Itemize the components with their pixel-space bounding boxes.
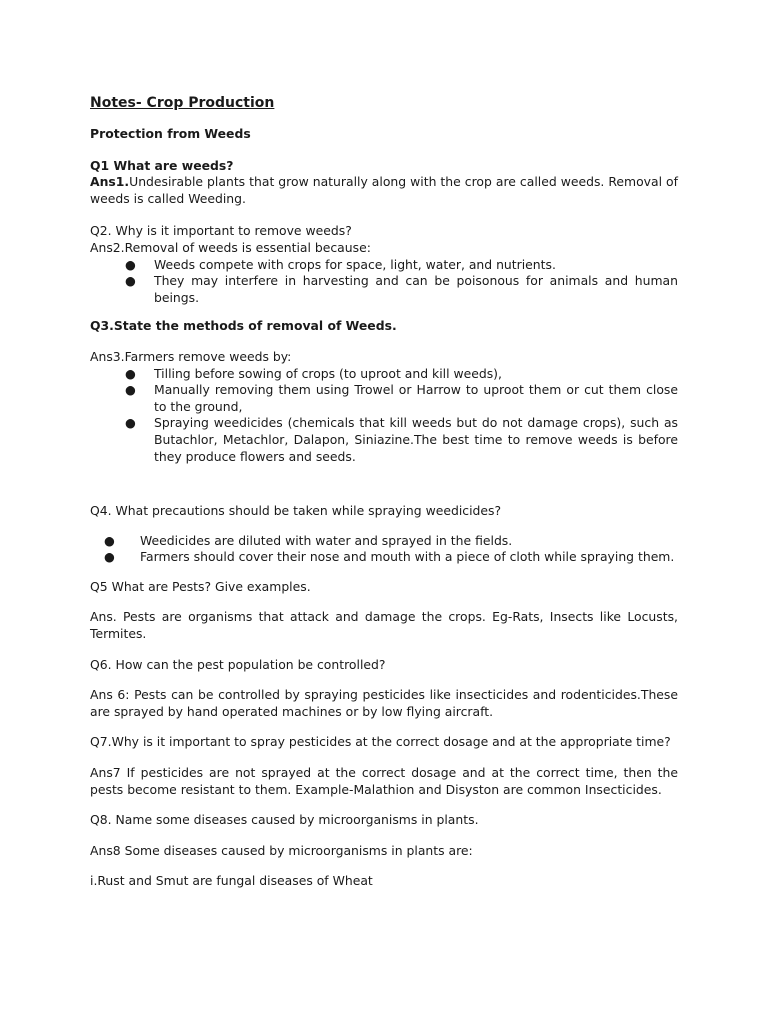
q3-answer: Ans3.Farmers remove weeds by: xyxy=(90,348,292,364)
list-item-text: Weeds compete with crops for space, light, water, and nutrients. xyxy=(154,256,556,272)
page-title: Notes- Crop Production xyxy=(90,95,275,111)
q2-answer: Ans2.Removal of weeds is essential because: xyxy=(90,239,371,255)
q2-question: Q2. Why is it important to remove weeds? xyxy=(90,223,352,239)
q6-answer: Ans 6: Pests can be controlled by spraying pesticides like insecticides and rodenticides.These are sprayed by hand operated machines or by low flying aircraft. xyxy=(90,687,678,719)
q2-bullet-list xyxy=(90,257,678,307)
list-item xyxy=(90,273,678,306)
list-item-text: They may interfere in harvesting and can be poisonous for animals and human beings. xyxy=(154,273,678,305)
list-item xyxy=(90,366,678,383)
q1-answer-text: Undesirable plants that grow naturally along with the crop are called weeds. Removal of weeds is called Weeding. xyxy=(90,174,678,206)
q8-question: Q8. Name some diseases caused by microorganisms in plants. xyxy=(90,812,479,828)
bullet: ● xyxy=(104,549,115,565)
document-page xyxy=(90,93,678,890)
bullet: ● xyxy=(125,382,136,398)
q5-question: Q5 What are Pests? Give examples. xyxy=(90,578,311,594)
bullet: ● xyxy=(125,256,136,272)
list-item xyxy=(90,415,678,465)
list-item-text: Tilling before sowing of crops (to uproot and kill weeds), xyxy=(154,365,502,381)
bullet: ● xyxy=(104,532,115,548)
q1-answer-label: Ans1. xyxy=(90,174,130,190)
q3-bullet-list xyxy=(90,366,678,466)
q4-question: Q4. What precautions should be taken while spraying weedicides? xyxy=(90,503,502,519)
q5-answer: Ans. Pests are organisms that attack and damage the crops. Eg-Rats, Insects like Locusts, Termites. xyxy=(90,609,678,642)
list-item-text: Manually removing them using Trowel or Harrow to uproot them or cut them close to the ground, xyxy=(154,382,678,414)
q4-bullet-list xyxy=(90,533,678,566)
bullet: ● xyxy=(125,273,136,289)
list-item xyxy=(90,533,678,550)
q6-question: Q6. How can the pest population be controlled? xyxy=(90,656,386,672)
list-item xyxy=(90,382,678,415)
list-item-text: Farmers should cover their nose and mouth with a piece of cloth while spraying them. xyxy=(140,549,675,565)
list-item xyxy=(90,549,678,566)
list-item-text: Spraying weedicides (chemicals that kill weeds but do not damage crops), such as Butachlor, Metachlor, Dalapon, Siniazine.The best time to remove weeds is before they produce flowers and seeds. xyxy=(154,415,678,464)
q7-question: Q7.Why is it important to spray pesticides at the correct dosage and at the appropriate time? xyxy=(90,734,671,750)
q8-item-1: i.Rust and Smut are fungal diseases of Wheat xyxy=(90,873,373,889)
q8-answer: Ans8 Some diseases caused by microorganisms in plants are: xyxy=(90,842,473,858)
bullet: ● xyxy=(125,365,136,381)
section-heading: Protection from Weeds xyxy=(90,126,251,141)
q1-answer xyxy=(90,174,678,207)
q7-answer: Ans7 If pesticides are not sprayed at the correct dosage and at the correct time, then the pests become resistant to them. Example-Malathion and Disyston are common Insecticides. xyxy=(90,765,678,797)
list-item-text: Weedicides are diluted with water and sprayed in the fields. xyxy=(140,532,513,548)
list-item xyxy=(90,257,678,274)
q3-question: Q3.State the methods of removal of Weeds. xyxy=(90,318,397,334)
q1-question: Q1 What are weeds? xyxy=(90,157,234,173)
bullet: ● xyxy=(125,415,136,431)
